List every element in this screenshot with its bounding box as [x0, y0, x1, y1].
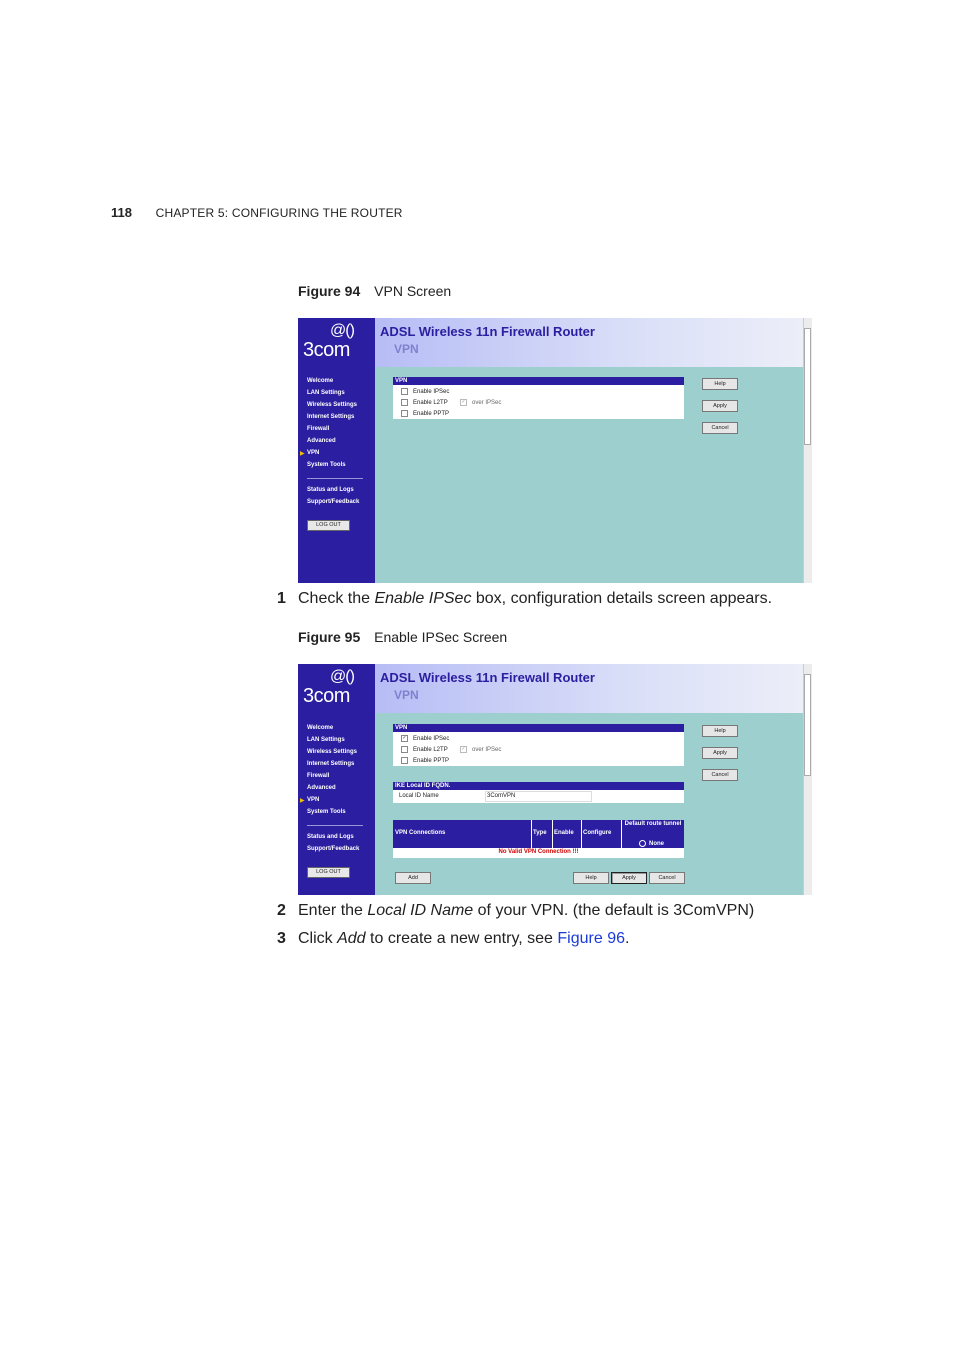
nav-welcome[interactable]: Welcome	[307, 725, 334, 731]
over-ipsec-option: ✓ over IPSec	[461, 399, 502, 407]
router-banner	[375, 318, 804, 367]
ipsec-checkbox-checked[interactable]: ✓	[402, 735, 407, 741]
step-1-number: 1	[277, 590, 286, 607]
nav-advanced[interactable]: Advanced	[307, 785, 336, 791]
ike-panel-body	[393, 790, 684, 803]
nav-wireless-settings[interactable]: Wireless Settings	[307, 402, 357, 408]
pptp-option[interactable]: Enable PPTP	[401, 410, 449, 417]
figure-94-label: Figure 94	[298, 283, 361, 299]
nav-divider	[307, 478, 363, 479]
chapter-title: CHAPTER 5: CONFIGURING THE ROUTER	[155, 206, 403, 220]
logout-button[interactable]: LOG OUT	[307, 867, 350, 878]
page-number: 118	[111, 205, 132, 220]
figure-96-link[interactable]: Figure 96	[557, 930, 625, 947]
nav-status-logs[interactable]: Status and Logs	[307, 487, 354, 493]
bottom-help-button[interactable]: Help	[573, 872, 609, 884]
nav-system-tools[interactable]: System Tools	[307, 809, 346, 815]
step-2-text: Enter the Local ID Name of your VPN. (the default is 3ComVPN)	[298, 902, 755, 919]
l2tp-option[interactable]: Enable L2TP	[401, 399, 448, 406]
col-divider	[531, 820, 532, 848]
vpn-panel-header: VPN	[393, 724, 684, 732]
nav-status-logs[interactable]: Status and Logs	[307, 834, 354, 840]
figure-94-title: VPN Screen	[374, 283, 452, 299]
router-banner	[375, 664, 804, 713]
step-2-number: 2	[277, 902, 286, 919]
step-1	[0, 590, 954, 612]
nav-lan-settings[interactable]: LAN Settings	[307, 737, 345, 743]
figure-95-title: Enable IPSec Screen	[374, 629, 508, 645]
logout-button[interactable]: LOG OUT	[307, 520, 350, 531]
col-divider	[552, 820, 553, 848]
apply-button[interactable]: Apply	[702, 747, 738, 759]
enable-ipsec-screen-figure	[298, 664, 812, 895]
scrollbar[interactable]	[803, 318, 812, 583]
3com-logo-text: 3com	[303, 339, 350, 361]
ike-panel-header: IKE Local ID FQDN.	[393, 782, 684, 790]
bottom-cancel-button[interactable]: Cancel	[649, 872, 685, 884]
col-default-route: Default route tunnel	[624, 821, 682, 827]
3com-logo-icon: @()	[330, 322, 354, 339]
active-arrow-icon: ▶	[300, 451, 305, 457]
col-divider	[581, 820, 582, 848]
col-type: Type	[533, 830, 547, 836]
step-3-number: 3	[277, 930, 286, 947]
figure-95-label: Figure 95	[298, 629, 361, 645]
vpn-screen-figure	[298, 318, 812, 583]
over-ipsec-checkbox: ✓	[461, 399, 466, 405]
pptp-checkbox[interactable]	[401, 757, 408, 764]
nav-vpn[interactable]: VPN	[307, 450, 320, 456]
l2tp-checkbox[interactable]	[401, 746, 408, 753]
cancel-button[interactable]: Cancel	[702, 422, 738, 434]
add-button[interactable]: Add	[395, 872, 431, 884]
page-header	[111, 205, 403, 220]
l2tp-option[interactable]: Enable L2TP	[401, 746, 448, 753]
step-1-text: Check the Enable IPSec box, configuration details screen appears.	[298, 590, 773, 607]
router-content	[375, 367, 804, 583]
nav-firewall[interactable]: Firewall	[307, 773, 330, 779]
vpn-panel-header: VPN	[393, 377, 684, 385]
3com-logo-text: 3com	[303, 685, 350, 707]
over-ipsec-checkbox: ✓	[461, 746, 466, 752]
nav-vpn[interactable]: VPN	[307, 797, 320, 803]
default-route-none[interactable]: None	[639, 840, 664, 847]
local-id-input[interactable]: 3ComVPN	[485, 791, 592, 802]
nav-internet-settings[interactable]: Internet Settings	[307, 414, 355, 420]
col-divider	[621, 820, 622, 848]
apply-button[interactable]: Apply	[702, 400, 738, 412]
ipsec-option[interactable]: Enable IPSec	[401, 388, 449, 395]
local-id-label: Local ID Name	[399, 793, 439, 799]
3com-logo-icon: @()	[330, 668, 354, 685]
radio-selected-icon[interactable]	[639, 840, 646, 847]
nav-system-tools[interactable]: System Tools	[307, 462, 346, 468]
vpn-panel-body	[393, 732, 684, 766]
nav-wireless-settings[interactable]: Wireless Settings	[307, 749, 357, 755]
ipsec-option[interactable]: ✓ Enable IPSec	[402, 735, 450, 743]
scrollbar-thumb[interactable]	[804, 328, 811, 445]
step-2	[0, 902, 954, 924]
nav-support-feedback[interactable]: Support/Feedback	[307, 846, 360, 852]
router-subtitle: VPN	[394, 342, 419, 356]
scrollbar-thumb[interactable]	[804, 674, 811, 776]
scrollbar[interactable]	[803, 664, 812, 895]
nav-lan-settings[interactable]: LAN Settings	[307, 390, 345, 396]
figure-94-caption	[298, 283, 451, 299]
nav-support-feedback[interactable]: Support/Feedback	[307, 499, 360, 505]
bottom-apply-button[interactable]: Apply	[611, 872, 647, 884]
step-3	[0, 930, 954, 952]
pptp-checkbox[interactable]	[401, 410, 408, 417]
col-configure: Configure	[583, 830, 612, 836]
over-ipsec-option: ✓ over IPSec	[461, 746, 502, 754]
col-vpn-connections: VPN Connections	[395, 830, 446, 836]
router-sidebar	[298, 318, 375, 583]
nav-firewall[interactable]: Firewall	[307, 426, 330, 432]
router-content	[375, 713, 804, 895]
no-connection-message: No Valid VPN Connection !!!	[498, 849, 579, 855]
vpn-panel-body	[393, 385, 684, 419]
router-title: ADSL Wireless 11n Firewall Router	[380, 324, 595, 339]
l2tp-checkbox[interactable]	[401, 399, 408, 406]
router-subtitle: VPN	[394, 688, 419, 702]
nav-welcome[interactable]: Welcome	[307, 378, 334, 384]
vpn-connections-empty-row	[393, 848, 684, 858]
figure-95-caption	[298, 629, 507, 645]
pptp-option[interactable]: Enable PPTP	[401, 757, 449, 764]
vpn-connections-table-header	[393, 820, 684, 848]
nav-internet-settings[interactable]: Internet Settings	[307, 761, 355, 767]
cancel-button[interactable]: Cancel	[702, 769, 738, 781]
nav-divider	[307, 825, 363, 826]
col-enable: Enable	[554, 830, 574, 836]
ipsec-checkbox[interactable]	[401, 388, 408, 395]
active-arrow-icon: ▶	[300, 798, 305, 804]
step-3-text: Click Add to create a new entry, see Figure 96.	[298, 930, 630, 947]
help-button[interactable]: Help	[702, 378, 738, 390]
router-title: ADSL Wireless 11n Firewall Router	[380, 670, 595, 685]
help-button[interactable]: Help	[702, 725, 738, 737]
nav-advanced[interactable]: Advanced	[307, 438, 336, 444]
router-sidebar	[298, 664, 375, 895]
